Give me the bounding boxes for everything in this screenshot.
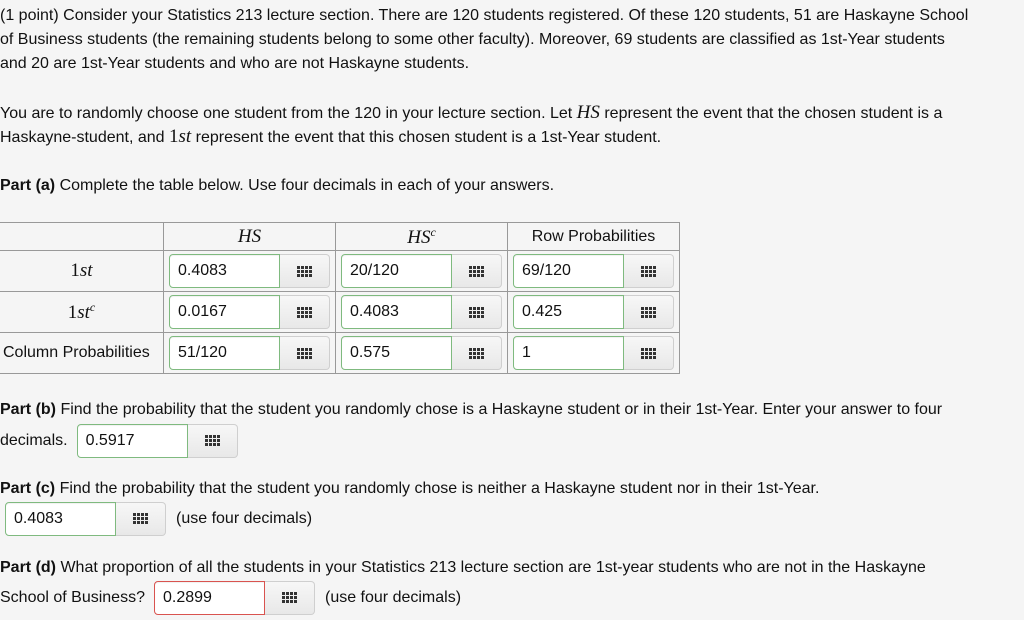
cell [164,292,336,333]
preview-button[interactable] [280,336,330,370]
part-d-label: Part (d) [0,559,56,576]
cell [336,292,508,333]
preview-button[interactable] [624,295,674,329]
grid-icon [469,266,484,277]
header-hs: HS [164,223,336,251]
answer-input-part-d[interactable]: 0.2899 [154,581,265,615]
header-empty [0,223,164,251]
preview-button[interactable] [452,295,502,329]
table-row-column-probabilities [0,333,680,374]
grid-icon [297,266,312,277]
cell [336,333,508,374]
preview-button[interactable] [188,424,238,458]
math-hs: HS [576,102,600,123]
part-a-prompt: Part (a) Complete the table below. Use four decimals in each of your answers. [0,177,555,194]
table-row-1st [0,251,680,292]
preview-button[interactable] [624,336,674,370]
preview-button[interactable] [280,254,330,288]
table-row-1st-complement [0,292,680,333]
grid-icon [205,435,220,446]
row-label-1st-complement: $1st^c$ [0,292,164,333]
grid-icon [133,513,148,524]
part-c-prompt: Part (c) Find the probability that the student you randomly chose is neither a Haskayne student nor in their 1st-Year. [0,480,820,497]
grid-icon [469,307,484,318]
answer-input-colprob-hsc[interactable]: 0.575 [341,336,452,370]
preview-button[interactable] [624,254,674,288]
grid-icon [297,348,312,359]
part-c-answer-line [0,501,312,537]
setup-line-1: You are to randomly choose one student from the 120 in your lecture section. Let HS represent the event that the chosen student is a [0,102,943,123]
cell [508,333,680,374]
table-header-row [0,223,680,251]
answer-input-1st-hs[interactable]: 0.4083 [169,254,280,288]
cell [508,292,680,333]
intro-line-2: of Business students (the remaining students belong to some other faculty). Moreover, 69 students are classified as 1st-Year students [0,31,945,48]
part-d-answer-line: School of Business? 0.2899 (use four decimals) [0,580,461,616]
answer-input-1stc-hs[interactable]: 0.0167 [169,295,280,329]
preview-button[interactable] [280,295,330,329]
preview-button[interactable] [116,502,166,536]
header-row-probabilities: Row Probabilities [508,223,680,251]
preview-button[interactable] [265,581,315,615]
intro-line-1: (1 point) Consider your Statistics 213 lecture section. There are 120 students registered. Of these 120 students, 51 are Haskayne School [0,7,969,24]
cell [508,251,680,292]
part-b-label: Part (b) [0,401,56,418]
part-d-hint: (use four decimals) [324,589,462,606]
part-a-label: Part (a) [0,177,56,194]
row-label-column-probabilities: Column Probabilities [0,333,164,374]
part-c-hint: (use four decimals) [176,510,313,527]
answer-input-1st-rowprob[interactable]: 69/120 [513,254,624,288]
answer-input-1stc-rowprob[interactable]: 0.425 [513,295,624,329]
cell [336,251,508,292]
part-c-label: Part (c) [0,480,56,497]
grid-icon [641,307,656,318]
preview-button[interactable] [452,336,502,370]
grid-icon [282,592,297,603]
preview-button[interactable] [452,254,502,288]
setup-line-2: Haskayne-student, and 1st represent the event that this chosen student is a 1st-Year student. [0,126,662,147]
part-b-answer-line: decimals. 0.5917 [0,423,238,459]
answer-input-part-b[interactable]: 0.5917 [77,424,188,458]
intro-line-3: and 20 are 1st-Year students and who are not Haskayne students. [0,55,470,72]
cell [164,251,336,292]
cell [164,333,336,374]
answer-input-colprob-hs[interactable]: 51/120 [169,336,280,370]
answer-input-1stc-hsc[interactable]: 0.4083 [341,295,452,329]
grid-icon [297,307,312,318]
answer-input-1st-hsc[interactable]: 20/120 [341,254,452,288]
header-hs-complement: $HS^c$ [336,223,508,251]
grid-icon [641,266,656,277]
part-d-prompt: Part (d) What proportion of all the students in your Statistics 213 lecture section are 1st-year students who are not in the Haskayne [0,559,926,576]
row-label-1st: 1st [0,251,164,292]
grid-icon [469,348,484,359]
part-b-prompt: Part (b) Find the probability that the student you randomly chose is a Haskayne student or in their 1st-Year. Enter your answer to four [0,401,943,418]
probability-table [0,222,680,374]
answer-input-part-c[interactable]: 0.4083 [5,502,116,536]
math-1st: 1st [169,126,192,147]
answer-input-colprob-total[interactable]: 1 [513,336,624,370]
grid-icon [641,348,656,359]
